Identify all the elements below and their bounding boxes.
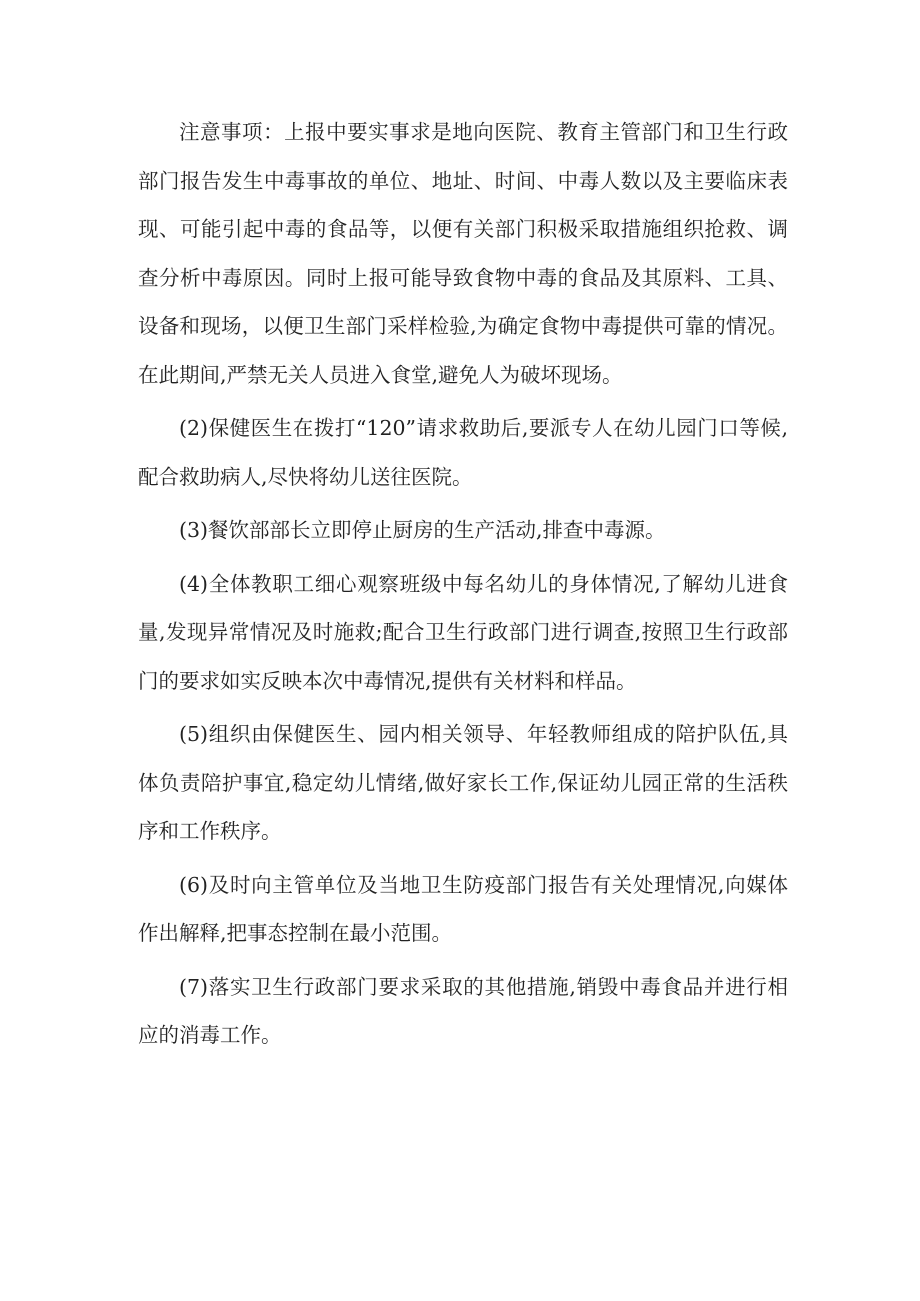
paragraph-item-7: (7)落实卫生行政部门要求采取的其他措施,销毁中毒食品并进行相应的消毒工作。 <box>138 974 788 1047</box>
paragraph-item-3: (3)餐饮部部长立即停止厨房的生产活动,排查中毒源。 <box>179 518 666 542</box>
paragraph-item-5: (5)组织由保健医生、园内相关领导、年轻教师组成的陪护队伍,具体负责陪护事宜,稳定幼儿情绪,做好家长工作,保证幼儿园正常的生活秩序和工作秩序。 <box>138 722 788 843</box>
paragraph-item-2: (2)保健医生在拨打“120”请求救助后,要派专人在幼儿园门口等候,配合救助病人,尽快将幼儿送往医院。 <box>138 416 788 489</box>
paragraph-item-6: (6)及时向主管单位及当地卫生防疫部门报告有关处理情况,向媒体作出解释,把事态控制在最小范围。 <box>138 872 788 945</box>
paragraph-notes: 注意事项：上报中要实事求是地向医院、教育主管部门和卫生行政部门报告发生中毒事故的单位、地址、时间、中毒人数以及主要临床表现、可能引起中毒的食品等，以便有关部门积极采取措施组织抢救、调查分析中毒原因。同时上报可能导致食物中毒的食品及其原料、工具、设备和现场，以便卫生部门采样检验,为确定食物中毒提供可靠的情况。在此期间,严禁无关人员进入食堂,避免人为破坏现场。 <box>138 120 788 387</box>
paragraph-item-4: (4)全体教职工细心观察班级中每名幼儿的身体情况,了解幼儿进食量,发现异常情况及时施救;配合卫生行政部门进行调查,按照卫生行政部门的要求如实反映本次中毒情况,提供有关材料和样品。 <box>138 571 788 693</box>
document-body <box>138 108 788 1060</box>
